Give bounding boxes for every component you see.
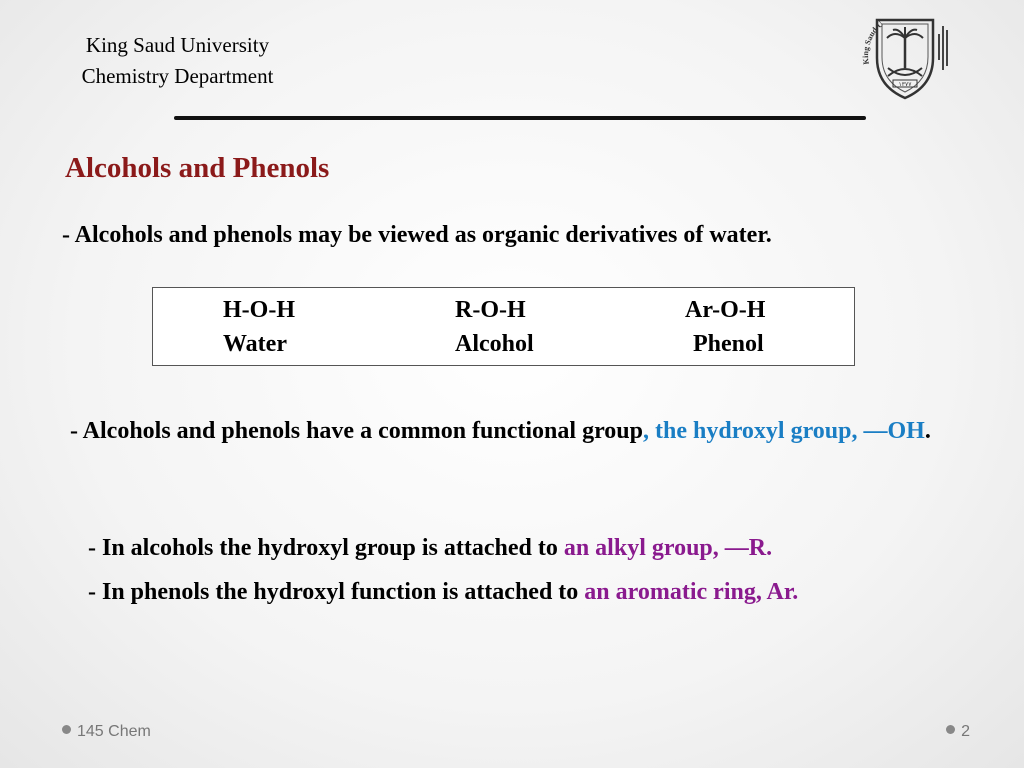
university-seal-icon xyxy=(855,10,955,102)
course-label: 145 Chem xyxy=(77,723,151,740)
comparison-table xyxy=(152,287,855,366)
paragraph-end: . xyxy=(924,418,931,444)
phenols-line xyxy=(88,579,798,606)
intro-text: - Alcohols and phenols may be viewed as organic derivatives of water. xyxy=(62,222,772,248)
university-name: King Saud University xyxy=(85,33,270,57)
name-water: Water xyxy=(223,331,287,357)
header-divider xyxy=(174,116,866,120)
phenols-text: - In phenols the hydroxyl function is attached to xyxy=(88,579,579,605)
formula-alcohol: R-O-H xyxy=(455,297,526,323)
hydroxyl-highlight: , the hydroxyl group, —OH xyxy=(643,418,925,444)
bullet-dot-icon xyxy=(62,725,71,734)
functional-group-paragraph xyxy=(70,414,962,448)
aromatic-highlight: an aromatic ring, Ar. xyxy=(584,579,799,605)
alkyl-highlight: an alkyl group, —R. xyxy=(563,535,773,561)
seal-year-text: ١٣٧٧ xyxy=(898,81,912,88)
svg-text:King Saud University 1957 xyxy=(855,10,885,65)
page-number: 2 xyxy=(961,723,970,740)
alcohols-line xyxy=(88,535,772,562)
footer-page xyxy=(946,723,970,741)
header-block xyxy=(40,30,315,92)
paragraph-text: - Alcohols and phenols have a common functional group xyxy=(70,418,643,444)
formula-water: H-O-H xyxy=(223,297,295,323)
name-alcohol: Alcohol xyxy=(455,331,534,357)
slide-title: Alcohols and Phenols xyxy=(65,152,330,184)
alcohols-text: - In alcohols the hydroxyl group is attached to xyxy=(88,535,558,561)
department-name: Chemistry Department xyxy=(81,64,274,88)
name-phenol: Phenol xyxy=(693,331,764,357)
seal-caption: King Saud U xyxy=(861,19,885,66)
formula-phenol: Ar-O-H xyxy=(685,297,766,323)
bullet-dot-icon xyxy=(946,725,955,734)
footer-course xyxy=(62,723,151,741)
